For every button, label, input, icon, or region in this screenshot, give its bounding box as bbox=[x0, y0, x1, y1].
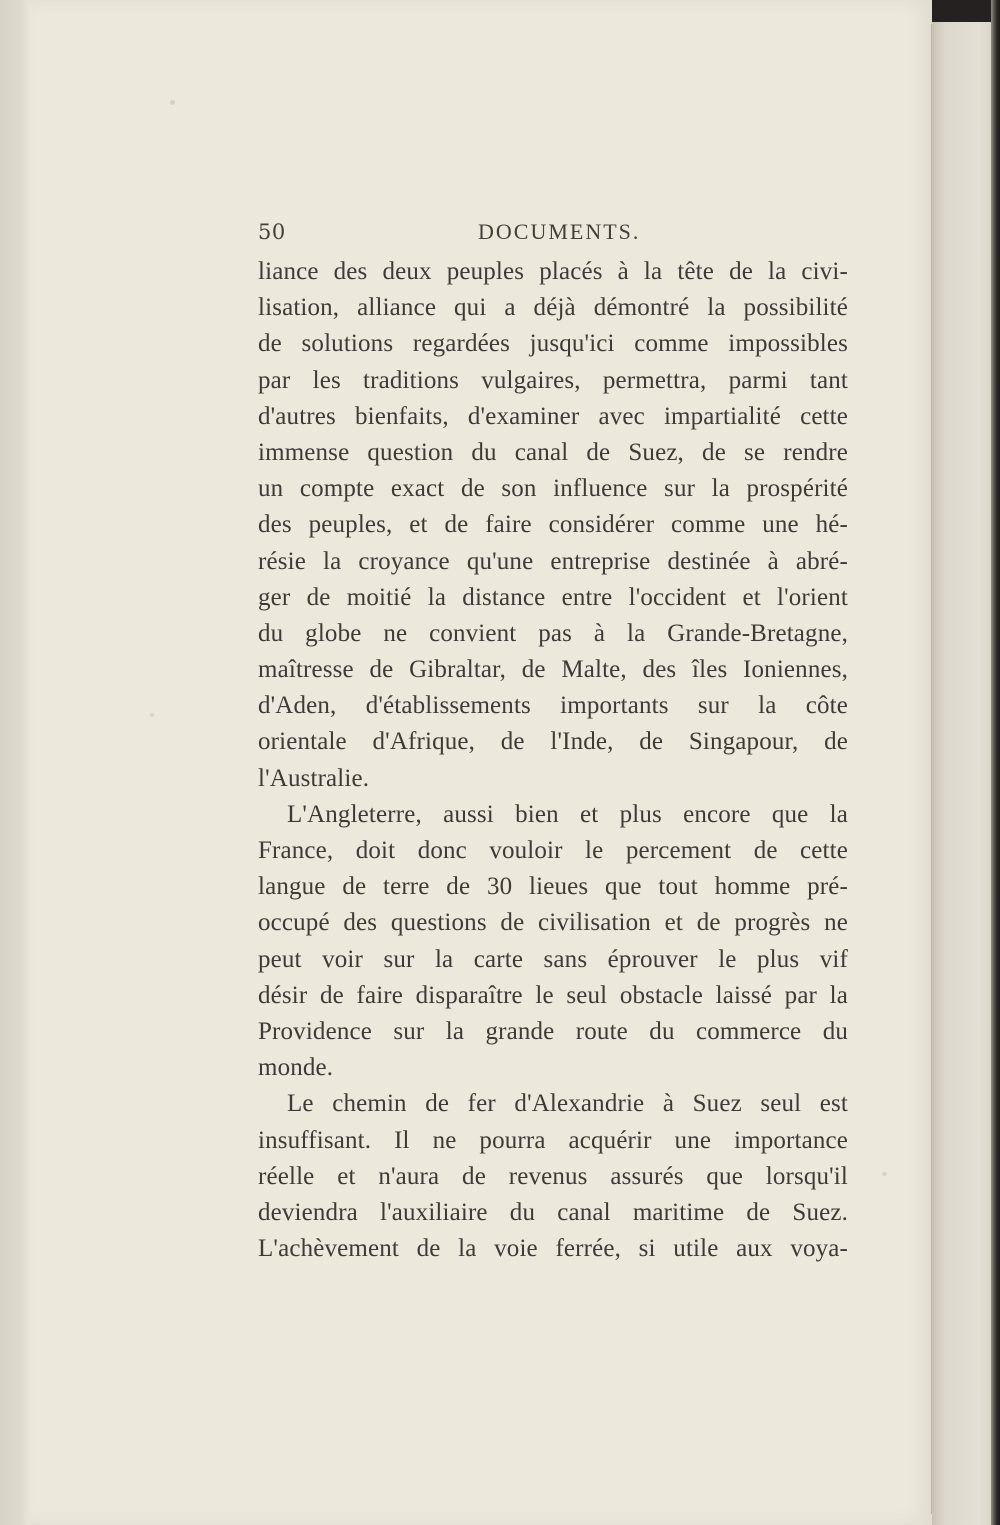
text-line: réelle et n'aura de revenus assurés que lorsqu'il bbox=[258, 1162, 848, 1190]
text-line: l'Australie. bbox=[258, 764, 370, 792]
paragraph-first-line: Le chemin de fer d'Alexandrie à Suez seul est bbox=[287, 1090, 848, 1118]
body-text bbox=[258, 254, 848, 1267]
text-line: L'achèvement de la voie ferrée, si utile aux voya- bbox=[258, 1235, 848, 1263]
text-line: peut voir sur la carte sans éprouver le plus vif bbox=[258, 945, 848, 973]
text-line: orientale d'Afrique, de l'Inde, de Singapour, de bbox=[258, 728, 848, 756]
page-header bbox=[258, 220, 848, 254]
text-line: lisation, alliance qui a déjà démontré la possibilité bbox=[258, 294, 848, 322]
text-line: du globe ne convient pas à la Grande-Bretagne, bbox=[258, 619, 848, 647]
text-line: maîtresse de Gibraltar, de Malte, des îles Ioniennes, bbox=[258, 656, 848, 684]
running-head: DOCUMENTS. bbox=[478, 219, 641, 244]
text-line: d'autres bienfaits, d'examiner avec impartialité cette bbox=[258, 402, 848, 430]
paper-spot bbox=[150, 713, 154, 717]
text-line: résie la croyance qu'une entreprise destinée à abré- bbox=[258, 547, 848, 575]
text-line: liance des deux peuples placés à la tête de la civi- bbox=[258, 258, 848, 285]
text-line: ger de moitié la distance entre l'occident et l'orient bbox=[258, 583, 848, 611]
scan-background-edge bbox=[991, 0, 1000, 1525]
text-line: insuffisant. Il ne pourra acquérir une importance bbox=[258, 1126, 848, 1154]
page-number: 50 bbox=[258, 220, 286, 244]
text-line: immense question du canal de Suez, de se rendre bbox=[258, 438, 848, 466]
paragraph-first-line: L'Angleterre, aussi bien et plus encore que la bbox=[287, 800, 848, 828]
paper-spot bbox=[882, 1172, 887, 1176]
text-line: Providence sur la grande route du commerce du bbox=[258, 1017, 848, 1045]
scan-background-corner bbox=[932, 0, 1000, 22]
adjacent-page-edge bbox=[932, 0, 1000, 1525]
text-line: désir de faire disparaître le seul obstacle laissé par la bbox=[258, 981, 848, 1009]
paper-spot bbox=[170, 100, 175, 105]
text-line: des peuples, et de faire considérer comme une hé- bbox=[258, 511, 848, 539]
text-line: occupé des questions de civilisation et de progrès ne bbox=[258, 909, 848, 937]
text-line: France, doit donc vouloir le percement de cette bbox=[258, 837, 848, 864]
text-line: deviendra l'auxiliaire du canal maritime de Suez. bbox=[258, 1198, 848, 1226]
text-line: langue de terre de 30 lieues que tout homme pré- bbox=[258, 873, 848, 901]
text-line: par les traditions vulgaires, permettra, parmi tant bbox=[258, 366, 848, 394]
text-line: un compte exact de son influence sur la prospérité bbox=[258, 475, 848, 503]
text-line: de solutions regardées jusqu'ici comme impossibles bbox=[258, 330, 848, 358]
text-line: monde. bbox=[258, 1054, 334, 1082]
text-line: d'Aden, d'établissements importants sur la côte bbox=[258, 692, 848, 720]
page-left-edge bbox=[0, 0, 31, 1525]
